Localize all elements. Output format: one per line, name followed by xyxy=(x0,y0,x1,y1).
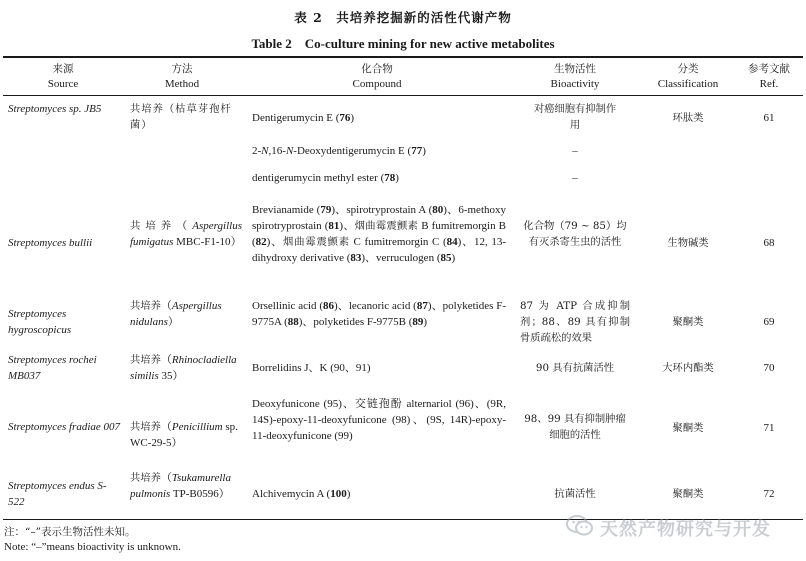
wechat-icon xyxy=(566,514,594,542)
row6-classification: 聚酮类 xyxy=(672,488,704,500)
row2-source: Streptomyces bullii xyxy=(8,237,93,249)
row5-bioactivity: 98、99 具有抑制肿瘤细胞的活性 xyxy=(524,413,626,441)
row6-ref: 72 xyxy=(763,488,775,500)
table-title-en: Table 2 Co-culture mining for new active metabolites xyxy=(251,36,555,51)
header-classification: 分类 Classification xyxy=(657,63,719,90)
row5-method: 共培养（Penicillium sp. WC-29-5） xyxy=(130,421,238,449)
row4-ref: 70 xyxy=(763,362,775,374)
row6-method: 共培养（Tsukamurella pulmonis TP-B0596） xyxy=(130,472,231,500)
header-rule xyxy=(3,95,803,96)
row1-classification: 环肽类 xyxy=(672,112,704,124)
row3-method: 共培养（Aspergillus nidulans） xyxy=(130,300,222,328)
row3-compound: Orsellinic acid (86)、lecanoric acid (87)、polyketides F-9775A (88)、polyketides F-9775B (89) xyxy=(252,300,506,328)
row4-classification: 大环内酯类 xyxy=(662,362,714,374)
top-rule xyxy=(3,56,803,58)
header-ref: 参考文献 Ref. xyxy=(748,63,790,90)
row1-bioactivity-77: – xyxy=(572,145,578,157)
row2-compound: Brevianamide (79)、spirotryprostain A (80)、6-methoxy spirotryprostain (81)、烟曲霉震颤素 B fumitremorgin B (82)、烟曲霉震颤素 C fumitremorgin C (84)、12, 13-dihydroxy derivative (83)、verruculogen (85) xyxy=(252,204,507,264)
row1-compound-77: 2-N,16-N-Deoxydentigerumycin E (77) xyxy=(252,145,426,157)
row1-source: Streptomyces sp. JB5 xyxy=(8,103,102,115)
row6-source: Streptomyces endus S-522 xyxy=(8,480,107,508)
row5-ref: 71 xyxy=(763,422,775,434)
row4-method: 共培养（Rhinocladiella similis 35） xyxy=(130,354,237,382)
header-source: 来源 Source xyxy=(47,63,79,90)
row1-ref: 61 xyxy=(763,112,775,124)
row5-classification: 聚酮类 xyxy=(672,422,704,434)
note-cn: 注：“–”表示生物活性未知。 xyxy=(4,526,136,538)
row2-method: 共培养（Aspergillus fumigatus MBC-F1-10） xyxy=(130,220,243,248)
row5-compound: Deoxyfunicone (95)、交链孢酚 alternariol (96)、(9R, 14S)-epoxy-11-deoxyfunicone (98)、(9S, 14R)-epoxy-11-deoxyfunicone (99) xyxy=(252,398,506,442)
row1-compound-76: Dentigerumycin E (76) xyxy=(252,112,355,124)
header-bioactivity: 生物活性 Bioactivity xyxy=(550,63,600,90)
row2-bioactivity: 化合物（79 ~ 85）均有灭杀寄生虫的活性 xyxy=(523,220,627,248)
row1-method: 共培养（枯草芽孢杆菌） xyxy=(130,103,232,131)
row1-compound-78: dentigerumycin methyl ester (78) xyxy=(252,172,399,184)
note-en: Note: “–”means bioactivity is unknown. xyxy=(4,541,181,553)
row6-compound: Alchivemycin A (100) xyxy=(252,488,351,500)
row4-compound: Borrelidins J、K (90、91) xyxy=(252,362,371,374)
header-compound: 化合物 Compound xyxy=(352,63,402,90)
watermark-text: 天然产物研究与开发 xyxy=(600,519,771,540)
row2-ref: 68 xyxy=(763,237,775,249)
row3-ref: 69 xyxy=(763,316,775,328)
row1-bioactivity-76: 对癌细胞有抑制作用 xyxy=(533,103,617,131)
row1-bioactivity-78: – xyxy=(572,172,578,184)
row6-bioactivity: 抗菌活性 xyxy=(554,488,596,500)
row5-source: Streptomyces fradiae 007 xyxy=(8,421,121,433)
row2-classification: 生物碱类 xyxy=(667,237,709,249)
watermark xyxy=(566,514,802,542)
row3-classification: 聚酮类 xyxy=(672,316,704,328)
header-method: 方法 Method xyxy=(164,63,200,90)
row3-bioactivity: 87 为 ATP 合成抑制剂；88、89 具有抑制骨质疏松的效果 xyxy=(520,300,630,344)
row4-bioactivity: 90 具有抗菌活性 xyxy=(535,362,615,374)
row3-source: Streptomyces hygroscopicus xyxy=(8,308,72,336)
row4-source: Streptomyces rochei MB037 xyxy=(8,354,97,382)
table-title-cn: 表 2 共培养挖掘新的活性代谢产物 xyxy=(294,10,512,25)
